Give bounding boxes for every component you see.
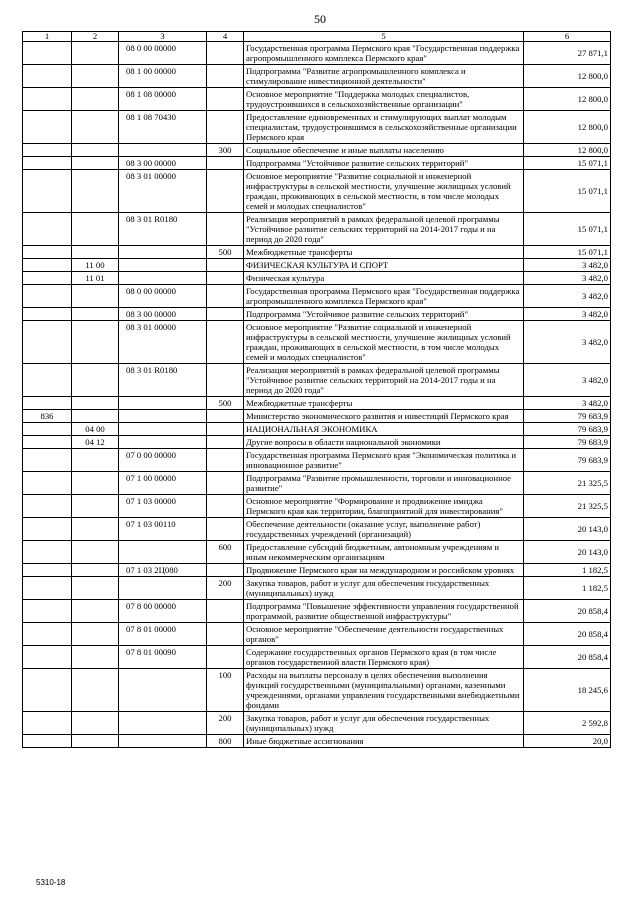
expense-type-cell bbox=[207, 111, 244, 144]
amount-cell: 3 482,0 bbox=[524, 397, 611, 410]
amount-cell: 20 858,4 bbox=[524, 646, 611, 669]
amount-cell: 20,0 bbox=[524, 735, 611, 748]
expense-type-cell: 300 bbox=[207, 144, 244, 157]
section-code-cell bbox=[72, 364, 119, 397]
amount-cell: 15 071,1 bbox=[524, 213, 611, 246]
target-article-cell bbox=[119, 272, 207, 285]
ministry-code-cell bbox=[23, 735, 72, 748]
expense-type-cell bbox=[207, 272, 244, 285]
ministry-code-cell bbox=[23, 259, 72, 272]
ministry-code-cell bbox=[23, 623, 72, 646]
expense-type-cell: 500 bbox=[207, 246, 244, 259]
amount-cell: 79 683,9 bbox=[524, 449, 611, 472]
target-article-cell: 08 3 01 R0180 bbox=[119, 364, 207, 397]
ministry-code-cell bbox=[23, 600, 72, 623]
expense-type-cell bbox=[207, 646, 244, 669]
section-code-cell bbox=[72, 170, 119, 213]
target-article-cell: 07 1 03 2Ц080 bbox=[119, 564, 207, 577]
amount-cell: 27 871,1 bbox=[524, 42, 611, 65]
budget-table bbox=[22, 31, 611, 748]
section-code-cell bbox=[72, 472, 119, 495]
description-cell: Реализация мероприятий в рамках федеральной целевой программы "Устойчивое развитие сельских территорий на 2014-2017 годы и на период до 2020 года" bbox=[244, 213, 524, 246]
target-article-cell: 07 8 01 00000 bbox=[119, 623, 207, 646]
target-article-cell: 08 1 08 00000 bbox=[119, 88, 207, 111]
table-row bbox=[23, 213, 611, 246]
target-article-cell bbox=[119, 259, 207, 272]
section-code-cell bbox=[72, 410, 119, 423]
amount-cell: 18 245,6 bbox=[524, 669, 611, 712]
section-code-cell bbox=[72, 144, 119, 157]
target-article-cell: 08 1 08 70430 bbox=[119, 111, 207, 144]
description-cell: Обеспечение деятельности (оказание услуг, выполнение работ) государственных учреждений (организаций) bbox=[244, 518, 524, 541]
section-code-cell bbox=[72, 577, 119, 600]
table-row bbox=[23, 541, 611, 564]
expense-type-cell bbox=[207, 364, 244, 397]
ministry-code-cell bbox=[23, 157, 72, 170]
expense-type-cell: 500 bbox=[207, 397, 244, 410]
target-article-cell bbox=[119, 712, 207, 735]
description-cell: Другие вопросы в области национальной экономики bbox=[244, 436, 524, 449]
table-row bbox=[23, 170, 611, 213]
amount-cell: 12 800,0 bbox=[524, 111, 611, 144]
table-row bbox=[23, 259, 611, 272]
description-cell: Подпрограмма "Развитие промышленности, торговли и инновационное развитие" bbox=[244, 472, 524, 495]
amount-cell: 20 858,4 bbox=[524, 623, 611, 646]
table-row bbox=[23, 308, 611, 321]
target-article-cell: 07 1 03 00000 bbox=[119, 495, 207, 518]
description-cell: Основное мероприятие "Развитие социальной и инженерной инфраструктуры в сельской местности, улучшение жилищных условий граждан, проживающих в сельской местности, в том числе молодых семей и молодых специалистов" bbox=[244, 321, 524, 364]
target-article-cell: 07 1 03 00110 bbox=[119, 518, 207, 541]
expense-type-cell: 100 bbox=[207, 669, 244, 712]
ministry-code-cell bbox=[23, 518, 72, 541]
target-article-cell: 08 0 00 00000 bbox=[119, 42, 207, 65]
table-row bbox=[23, 42, 611, 65]
target-article-cell bbox=[119, 144, 207, 157]
table-row bbox=[23, 111, 611, 144]
table-row bbox=[23, 285, 611, 308]
expense-type-cell bbox=[207, 600, 244, 623]
ministry-code-cell bbox=[23, 541, 72, 564]
expense-type-cell bbox=[207, 564, 244, 577]
ministry-code-cell bbox=[23, 308, 72, 321]
table-row bbox=[23, 246, 611, 259]
target-article-cell bbox=[119, 423, 207, 436]
table-row bbox=[23, 623, 611, 646]
target-article-cell: 08 3 00 00000 bbox=[119, 157, 207, 170]
expense-type-cell bbox=[207, 623, 244, 646]
expense-type-cell bbox=[207, 170, 244, 213]
column-header: 4 bbox=[207, 32, 244, 42]
section-code-cell: 04 12 bbox=[72, 436, 119, 449]
table-row bbox=[23, 397, 611, 410]
description-cell: Министерство экономического развития и инвестиций Пермского края bbox=[244, 410, 524, 423]
table-row bbox=[23, 272, 611, 285]
amount-cell: 3 482,0 bbox=[524, 364, 611, 397]
section-code-cell: 11 00 bbox=[72, 259, 119, 272]
table-row bbox=[23, 65, 611, 88]
target-article-cell bbox=[119, 669, 207, 712]
expense-type-cell bbox=[207, 88, 244, 111]
table-row bbox=[23, 144, 611, 157]
expense-type-cell: 200 bbox=[207, 712, 244, 735]
expense-type-cell: 200 bbox=[207, 577, 244, 600]
target-article-cell: 07 8 00 00000 bbox=[119, 600, 207, 623]
column-header: 6 bbox=[524, 32, 611, 42]
description-cell: Продвижение Пермского края на международном и российском уровнях bbox=[244, 564, 524, 577]
amount-cell: 3 482,0 bbox=[524, 285, 611, 308]
section-code-cell: 04 00 bbox=[72, 423, 119, 436]
expense-type-cell bbox=[207, 213, 244, 246]
ministry-code-cell bbox=[23, 144, 72, 157]
ministry-code-cell bbox=[23, 712, 72, 735]
table-row bbox=[23, 669, 611, 712]
description-cell: Основное мероприятие "Развитие социальной и инженерной инфраструктуры в сельской местности, улучшение жилищных условий граждан, проживающих в сельской местности, в том числе молодых семей и молодых специалистов" bbox=[244, 170, 524, 213]
expense-type-cell bbox=[207, 259, 244, 272]
ministry-code-cell bbox=[23, 42, 72, 65]
section-code-cell bbox=[72, 541, 119, 564]
table-row bbox=[23, 472, 611, 495]
target-article-cell bbox=[119, 541, 207, 564]
section-code-cell bbox=[72, 712, 119, 735]
description-cell: Реализация мероприятий в рамках федеральной целевой программы "Устойчивое развитие сельских территорий на 2014-2017 годы и на период до 2020 года" bbox=[244, 364, 524, 397]
ministry-code-cell bbox=[23, 577, 72, 600]
section-code-cell bbox=[72, 518, 119, 541]
amount-cell: 21 325,5 bbox=[524, 472, 611, 495]
section-code-cell bbox=[72, 246, 119, 259]
expense-type-cell bbox=[207, 285, 244, 308]
ministry-code-cell bbox=[23, 213, 72, 246]
table-row bbox=[23, 577, 611, 600]
amount-cell: 12 800,0 bbox=[524, 88, 611, 111]
target-article-cell bbox=[119, 735, 207, 748]
target-article-cell bbox=[119, 436, 207, 449]
ministry-code-cell bbox=[23, 272, 72, 285]
section-code-cell bbox=[72, 397, 119, 410]
expense-type-cell bbox=[207, 495, 244, 518]
target-article-cell: 08 3 01 00000 bbox=[119, 321, 207, 364]
section-code-cell bbox=[72, 308, 119, 321]
expense-type-cell bbox=[207, 42, 244, 65]
column-header: 3 bbox=[119, 32, 207, 42]
expense-type-cell bbox=[207, 449, 244, 472]
amount-cell: 15 071,1 bbox=[524, 170, 611, 213]
amount-cell: 3 482,0 bbox=[524, 308, 611, 321]
description-cell: Закупка товаров, работ и услуг для обеспечения государственных (муниципальных) нужд bbox=[244, 712, 524, 735]
ministry-code-cell: 836 bbox=[23, 410, 72, 423]
expense-type-cell bbox=[207, 423, 244, 436]
ministry-code-cell bbox=[23, 397, 72, 410]
ministry-code-cell bbox=[23, 495, 72, 518]
section-code-cell bbox=[72, 623, 119, 646]
target-article-cell: 08 3 00 00000 bbox=[119, 308, 207, 321]
amount-cell: 3 482,0 bbox=[524, 259, 611, 272]
table-row bbox=[23, 423, 611, 436]
table-row bbox=[23, 735, 611, 748]
amount-cell: 79 683,9 bbox=[524, 436, 611, 449]
ministry-code-cell bbox=[23, 646, 72, 669]
description-cell: Основное мероприятие "Поддержка молодых специалистов, трудоустроившихся в сельскохозяйственные организации" bbox=[244, 88, 524, 111]
expense-type-cell: 600 bbox=[207, 541, 244, 564]
column-header: 2 bbox=[72, 32, 119, 42]
column-header: 1 bbox=[23, 32, 72, 42]
amount-cell: 79 683,9 bbox=[524, 423, 611, 436]
description-cell: Физическая культура bbox=[244, 272, 524, 285]
expense-type-cell bbox=[207, 321, 244, 364]
table-row bbox=[23, 564, 611, 577]
description-cell: Подпрограмма "Развитие агропромышленного комплекса и стимулирование инвестиционной деятельности" bbox=[244, 65, 524, 88]
table-row bbox=[23, 88, 611, 111]
ministry-code-cell bbox=[23, 65, 72, 88]
description-cell: Государственная программа Пермского края "Государственная поддержка агропромышленного комплекса Пермского края" bbox=[244, 42, 524, 65]
ministry-code-cell bbox=[23, 88, 72, 111]
table-row bbox=[23, 518, 611, 541]
target-article-cell: 07 8 01 00090 bbox=[119, 646, 207, 669]
amount-cell: 1 182,5 bbox=[524, 564, 611, 577]
description-cell: Социальное обеспечение и иные выплаты населению bbox=[244, 144, 524, 157]
description-cell: Подпрограмма "Устойчивое развитие сельских территорий" bbox=[244, 157, 524, 170]
section-code-cell bbox=[72, 600, 119, 623]
description-cell: Межбюджетные трансферты bbox=[244, 397, 524, 410]
column-number-row bbox=[23, 32, 611, 42]
target-article-cell: 08 1 00 00000 bbox=[119, 65, 207, 88]
description-cell: Подпрограмма "Устойчивое развитие сельских территорий" bbox=[244, 308, 524, 321]
ministry-code-cell bbox=[23, 449, 72, 472]
ministry-code-cell bbox=[23, 321, 72, 364]
amount-cell: 20 143,0 bbox=[524, 518, 611, 541]
section-code-cell bbox=[72, 157, 119, 170]
document-code: 5310-18 bbox=[36, 878, 66, 887]
amount-cell: 2 592,8 bbox=[524, 712, 611, 735]
target-article-cell: 07 1 00 00000 bbox=[119, 472, 207, 495]
target-article-cell bbox=[119, 410, 207, 423]
ministry-code-cell bbox=[23, 246, 72, 259]
section-code-cell: 11 01 bbox=[72, 272, 119, 285]
description-cell: Подпрограмма "Повышение эффективности управления государственной программой, развитие общественной инфраструктуры" bbox=[244, 600, 524, 623]
description-cell: ФИЗИЧЕСКАЯ КУЛЬТУРА И СПОРТ bbox=[244, 259, 524, 272]
amount-cell: 12 800,0 bbox=[524, 65, 611, 88]
ministry-code-cell bbox=[23, 472, 72, 495]
section-code-cell bbox=[72, 321, 119, 364]
amount-cell: 79 683,9 bbox=[524, 410, 611, 423]
description-cell: НАЦИОНАЛЬНАЯ ЭКОНОМИКА bbox=[244, 423, 524, 436]
amount-cell: 12 800,0 bbox=[524, 144, 611, 157]
table-row bbox=[23, 157, 611, 170]
section-code-cell bbox=[72, 564, 119, 577]
section-code-cell bbox=[72, 88, 119, 111]
description-cell: Содержание государственных органов Пермского края (в том числе органов государственной власти Пермского края) bbox=[244, 646, 524, 669]
target-article-cell: 08 3 01 00000 bbox=[119, 170, 207, 213]
expense-type-cell bbox=[207, 308, 244, 321]
amount-cell: 15 071,1 bbox=[524, 157, 611, 170]
ministry-code-cell bbox=[23, 364, 72, 397]
ministry-code-cell bbox=[23, 111, 72, 144]
expense-type-cell: 800 bbox=[207, 735, 244, 748]
ministry-code-cell bbox=[23, 669, 72, 712]
table-row bbox=[23, 436, 611, 449]
table-row bbox=[23, 449, 611, 472]
target-article-cell: 07 0 00 00000 bbox=[119, 449, 207, 472]
expense-type-cell bbox=[207, 472, 244, 495]
description-cell: Предоставление субсидий бюджетным, автономным учреждениям и иным некоммерческим организациям bbox=[244, 541, 524, 564]
section-code-cell bbox=[72, 213, 119, 246]
ministry-code-cell bbox=[23, 285, 72, 308]
description-cell: Расходы на выплаты персоналу в целях обеспечения выполнения функций государственными (муниципальными) органами, казенными учреждениями, органами управления государственными внебюджетными фондами bbox=[244, 669, 524, 712]
amount-cell: 3 482,0 bbox=[524, 321, 611, 364]
amount-cell: 21 325,5 bbox=[524, 495, 611, 518]
table-row bbox=[23, 321, 611, 364]
section-code-cell bbox=[72, 285, 119, 308]
page-number: 50 bbox=[314, 12, 326, 26]
target-article-cell bbox=[119, 246, 207, 259]
table-row bbox=[23, 495, 611, 518]
expense-type-cell bbox=[207, 410, 244, 423]
description-cell: Государственная программа Пермского края "Государственная поддержка агропромышленного комплекса Пермского края" bbox=[244, 285, 524, 308]
description-cell: Государственная программа Пермского края "Экономическая политика и инновационное развитие" bbox=[244, 449, 524, 472]
section-code-cell bbox=[72, 42, 119, 65]
table-row bbox=[23, 364, 611, 397]
target-article-cell bbox=[119, 577, 207, 600]
table-row bbox=[23, 600, 611, 623]
target-article-cell: 08 3 01 R0180 bbox=[119, 213, 207, 246]
description-cell: Закупка товаров, работ и услуг для обеспечения государственных (муниципальных) нужд bbox=[244, 577, 524, 600]
section-code-cell bbox=[72, 449, 119, 472]
ministry-code-cell bbox=[23, 436, 72, 449]
section-code-cell bbox=[72, 65, 119, 88]
expense-type-cell bbox=[207, 157, 244, 170]
amount-cell: 15 071,1 bbox=[524, 246, 611, 259]
ministry-code-cell bbox=[23, 170, 72, 213]
section-code-cell bbox=[72, 111, 119, 144]
description-cell: Иные бюджетные ассигнования bbox=[244, 735, 524, 748]
target-article-cell: 08 0 00 00000 bbox=[119, 285, 207, 308]
amount-cell: 20 858,4 bbox=[524, 600, 611, 623]
section-code-cell bbox=[72, 735, 119, 748]
amount-cell: 20 143,0 bbox=[524, 541, 611, 564]
description-cell: Межбюджетные трансферты bbox=[244, 246, 524, 259]
expense-type-cell bbox=[207, 518, 244, 541]
table-row bbox=[23, 410, 611, 423]
target-article-cell bbox=[119, 397, 207, 410]
table-row bbox=[23, 712, 611, 735]
ministry-code-cell bbox=[23, 564, 72, 577]
description-cell: Основное мероприятие "Формирование и продвижение имиджа Пермского края как территории, благоприятной для инвестирования" bbox=[244, 495, 524, 518]
amount-cell: 3 482,0 bbox=[524, 272, 611, 285]
expense-type-cell bbox=[207, 65, 244, 88]
section-code-cell bbox=[72, 646, 119, 669]
expense-type-cell bbox=[207, 436, 244, 449]
section-code-cell bbox=[72, 669, 119, 712]
column-header: 5 bbox=[244, 32, 524, 42]
description-cell: Основное мероприятие "Обеспечение деятельности государственных органов" bbox=[244, 623, 524, 646]
table-row bbox=[23, 646, 611, 669]
ministry-code-cell bbox=[23, 423, 72, 436]
description-cell: Предоставление единовременных и стимулирующих выплат молодым специалистам, трудоустроившимся в сельскохозяйственные организации Пермского края bbox=[244, 111, 524, 144]
section-code-cell bbox=[72, 495, 119, 518]
amount-cell: 1 182,5 bbox=[524, 577, 611, 600]
